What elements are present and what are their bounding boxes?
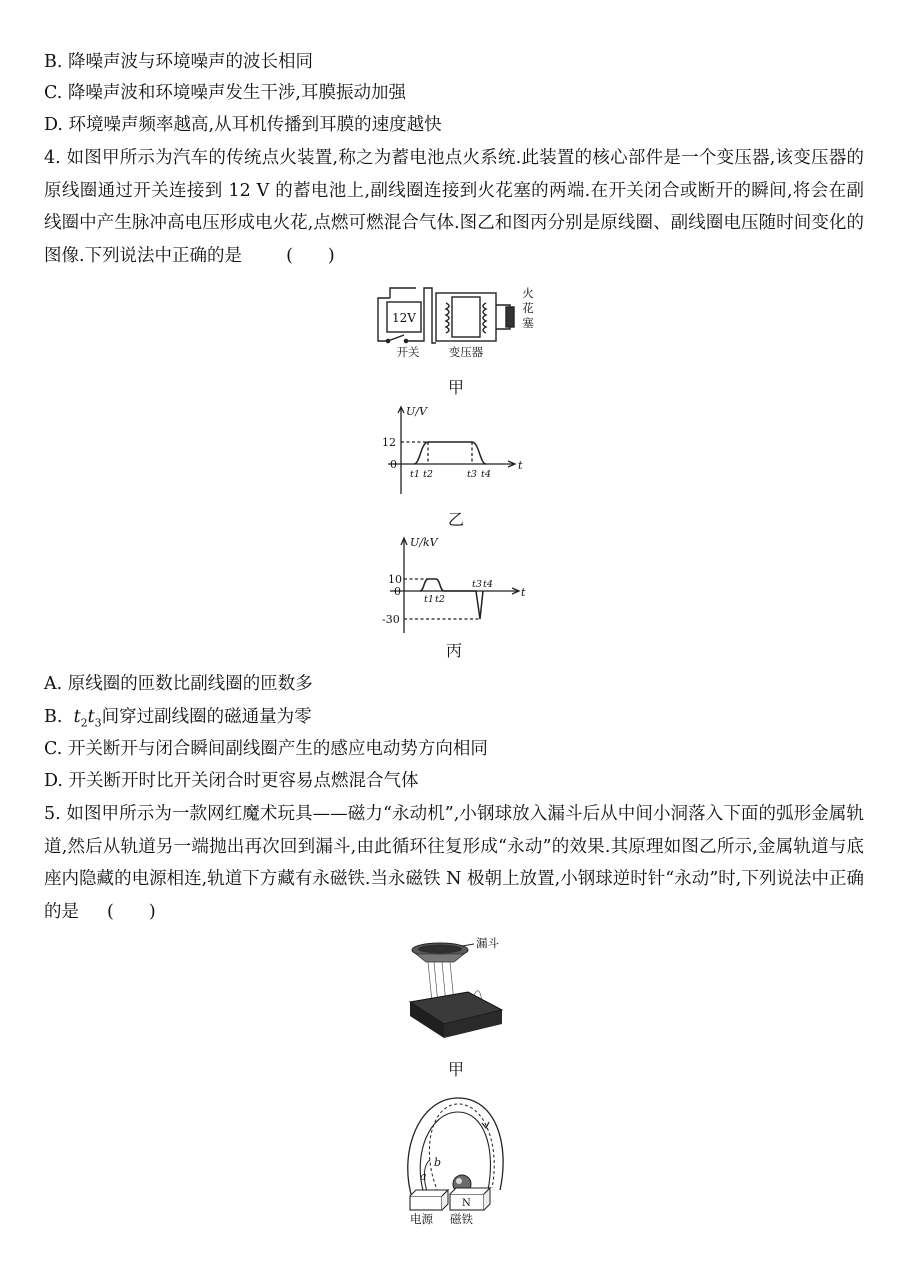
q4-figure-bing-graph: [358, 533, 528, 633]
yi-t4: t4: [481, 469, 491, 480]
q5-stem: [44, 798, 864, 928]
q5-figure-yi-principle: [398, 1090, 518, 1225]
bing-ytick-neg30: -30: [382, 613, 400, 626]
q4-option-c: C. 开关断开与闭合瞬间副线圈产生的感应电动势方向相同: [44, 739, 488, 759]
bing-t2: t2: [435, 594, 445, 605]
q4-option-b-var1: t: [73, 707, 81, 727]
switch-label: 开关: [396, 345, 420, 359]
q4-stem: [44, 142, 864, 272]
q3-option-c: C. 降噪声波和环境噪声发生干涉,耳膜振动加强: [44, 83, 406, 103]
q4-caption-bing: 丙: [445, 641, 462, 660]
transformer-label: 变压器: [448, 345, 484, 359]
q4-option-d: D. 开关断开时比开关闭合时更容易点燃混合气体: [44, 771, 419, 791]
yi-t1: t1: [410, 469, 420, 480]
point-b-label: b: [434, 1156, 442, 1169]
q4-option-a: A. 原线圈的匝数比副线圈的匝数多: [44, 674, 313, 694]
bing-ylabel: U/kV: [410, 536, 438, 549]
bing-xlabel: t: [521, 586, 526, 599]
q5-caption-jia: 甲: [447, 1060, 464, 1079]
funnel-label: 漏斗: [476, 936, 499, 950]
q4-option-b-sub2: 3: [94, 716, 102, 730]
bing-t1: t1: [424, 594, 434, 605]
q4-stem-text: 4. 如图甲所示为汽车的传统点火装置,称之为蓄电池点火系统.此装置的核心部件是一个变压器,该变压器的原线圈通过开关连接到 12 V 的蓄电池上,副线圈连接到火花塞的两端.在开关闭合或断开的瞬间,将会在副线圈中产生脉冲高电压形成电火花,点燃可燃混合气体.图乙和图丙分别是原线圈、副线圈电压随时间变化的图像.下列说法中正确的是: [44, 148, 864, 266]
yi-origin: 0: [390, 458, 397, 471]
q5-answer-paren: ( ): [107, 901, 156, 922]
q4-option-b-prefix: B.: [44, 707, 74, 727]
spark-plug-label-3: 塞: [522, 316, 534, 330]
spark-plug-label-2: 花: [522, 301, 534, 315]
n-pole-label: N: [462, 1198, 471, 1209]
q4-option-b-rest: 间穿过副线圈的磁通量为零: [101, 707, 312, 727]
q3-option-b: B. 降噪声波与环境噪声的波长相同: [44, 52, 313, 72]
q4-option-b-sub1: 2: [80, 716, 88, 730]
bing-t4: t4: [483, 579, 493, 590]
magnet-label: 磁铁: [450, 1212, 473, 1225]
bing-t3: t3: [472, 579, 482, 590]
q5-stem-text: 5. 如图甲所示为一款网红魔术玩具——磁力“永动机”,小钢球放入漏斗后从中间小洞落入下面的弧形金属轨道,然后从轨道另一端抛出再次回到漏斗,由此循环往复形成“永动”的效果.其原理如图乙所示,金属轨道与底座内隐藏的电源相连,轨道下方藏有永磁铁.当永磁铁 N 极朝上放置,小钢球逆时针“永动”时,下列说法中正确的是: [44, 804, 864, 922]
bing-origin: 0: [394, 585, 401, 598]
q4-option-b: [44, 705, 864, 736]
q5-figure-jia-toy-photo: [402, 932, 512, 1047]
yi-xlabel: t: [518, 459, 523, 472]
q4-caption-jia: 甲: [447, 378, 464, 397]
yi-t2: t2: [423, 469, 433, 480]
battery-label: 12V: [392, 311, 416, 325]
q4-caption-yi: 乙: [447, 510, 464, 529]
yi-ytick-12: 12: [382, 436, 396, 449]
point-a-label: a: [420, 1170, 427, 1183]
q4-figure-jia-circuit: [370, 283, 540, 365]
yi-ylabel: U/V: [406, 405, 427, 418]
q3-option-d: D. 环境噪声频率越高,从耳机传播到耳膜的速度越快: [44, 115, 442, 135]
q4-figure-yi-graph: [368, 402, 528, 494]
power-label: 电源: [410, 1212, 433, 1225]
yi-t3: t3: [467, 469, 477, 480]
q4-option-b-var2: t: [87, 707, 95, 727]
bing-ytick-10: 10: [388, 573, 402, 586]
q4-answer-paren: ( ): [286, 245, 335, 266]
spark-plug-label-1: 火: [522, 286, 534, 300]
